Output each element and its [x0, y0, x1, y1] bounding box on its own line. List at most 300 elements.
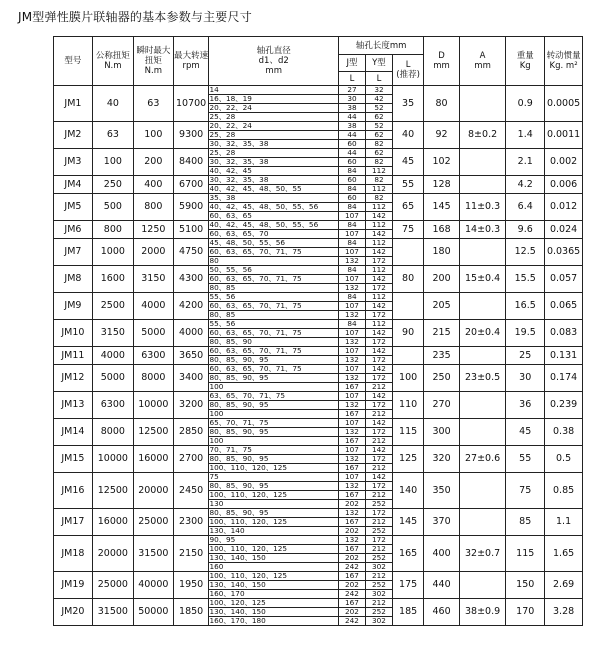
- max-torque-cell: 31500: [133, 536, 173, 572]
- max-torque-cell: 200: [133, 149, 173, 176]
- table-row: [54, 221, 583, 239]
- d-cell: 80: [424, 86, 460, 122]
- bore-cell-entry: 130: [209, 499, 338, 508]
- j-length-cell-entry: 132: [339, 481, 365, 490]
- speed-cell: 2150: [173, 536, 209, 572]
- j-length-cell-entry: 132: [339, 355, 365, 364]
- speed-cell: 8400: [173, 149, 209, 176]
- header-j-type: J型: [338, 55, 365, 72]
- weight-cell: 6.4: [506, 194, 545, 221]
- bore-cell-entry: 20、22、24: [209, 122, 252, 130]
- inertia-cell: 0.5: [545, 446, 583, 473]
- max-torque-cell: 3150: [133, 266, 173, 293]
- weight-cell: 9.6: [506, 221, 545, 239]
- y-length-cell: [365, 122, 392, 149]
- weight-cell: 115: [506, 536, 545, 572]
- bore-cell-entry: 130、140、150: [209, 580, 338, 589]
- y-length-cell-entry: 112: [371, 266, 386, 274]
- bore-cell-entry: 80、85、90、95: [209, 454, 338, 463]
- torque-cell: 250: [92, 176, 133, 194]
- j-length-cell-entry: 60: [347, 176, 357, 184]
- a-cell: 15±0.4: [459, 266, 505, 293]
- y-length-cell-entry: 212: [366, 544, 392, 553]
- bore-cell-entry: 130、140: [209, 526, 338, 535]
- j-length-cell-entry: 107: [345, 365, 359, 373]
- j-length-cell-entry: 132: [339, 427, 365, 436]
- d-cell: 180: [424, 239, 460, 266]
- table-row: [54, 266, 583, 293]
- d-cell: 200: [424, 266, 460, 293]
- y-length-cell-entry: 212: [366, 463, 392, 472]
- j-length-cell-entry: 84: [347, 239, 357, 247]
- inertia-cell: 0.057: [545, 266, 583, 293]
- j-length-cell-entry: 167: [339, 409, 365, 418]
- bore-cell-entry: 80、85、90、95: [209, 509, 269, 517]
- a-cell: [459, 86, 505, 122]
- y-length-cell-entry: 172: [366, 454, 392, 463]
- torque-cell: 5000: [92, 365, 133, 392]
- a-cell: 14±0.3: [459, 221, 505, 239]
- bore-cell: [209, 176, 339, 194]
- bore-cell: [209, 536, 339, 572]
- j-length-cell-entry: 242: [339, 589, 365, 598]
- y-length-cell-entry: 142: [366, 211, 392, 220]
- max-torque-cell: 5000: [133, 320, 173, 347]
- j-length-cell-entry: 107: [339, 328, 365, 337]
- speed-cell: 2450: [173, 473, 209, 509]
- bore-cell-entry: 80、85、90、95: [209, 400, 338, 409]
- speed-cell: 4000: [173, 320, 209, 347]
- y-length-cell-entry: 142: [371, 365, 386, 373]
- j-length-cell-entry: 132: [345, 509, 359, 517]
- torque-cell: 63: [92, 122, 133, 149]
- y-length-cell-entry: 112: [366, 184, 392, 193]
- inertia-cell: 0.0005: [545, 86, 583, 122]
- bore-cell-entry: 100: [209, 436, 338, 445]
- j-length-cell-entry: 107: [345, 473, 359, 481]
- bore-cell: [209, 149, 339, 176]
- a-cell: [459, 392, 505, 419]
- model-cell: JM12: [54, 365, 93, 392]
- bore-cell: [209, 473, 339, 509]
- header-max-torque: 瞬时最大扭矩 N.m: [133, 37, 173, 86]
- model-cell: JM6: [54, 221, 93, 239]
- j-length-cell-entry: 107: [339, 274, 365, 283]
- d-cell: 270: [424, 392, 460, 419]
- y-length-cell: [365, 266, 392, 293]
- model-cell: JM10: [54, 320, 93, 347]
- speed-cell: 2850: [173, 419, 209, 446]
- d-cell: 440: [424, 572, 460, 599]
- j-length-cell-entry: 202: [339, 607, 365, 616]
- inertia-cell: 0.012: [545, 194, 583, 221]
- speed-cell: 1950: [173, 572, 209, 599]
- j-length-cell-entry: 167: [339, 517, 365, 526]
- j-length-cell-entry: 132: [339, 400, 365, 409]
- inertia-cell: 0.065: [545, 293, 583, 320]
- max-torque-cell: 63: [133, 86, 173, 122]
- table-row: [54, 320, 583, 347]
- weight-cell: 170: [506, 599, 545, 626]
- y-length-cell-entry: 302: [366, 562, 392, 571]
- l-recommended-cell: [392, 239, 423, 266]
- bore-cell: [209, 419, 339, 446]
- weight-cell: 15.5: [506, 266, 545, 293]
- torque-cell: 6300: [92, 392, 133, 419]
- table-row: [54, 509, 583, 536]
- j-length-cell-entry: 202: [339, 580, 365, 589]
- j-length-cell-entry: 132: [339, 310, 365, 319]
- j-length-cell-entry: 107: [345, 392, 359, 400]
- j-length-cell: [338, 194, 365, 221]
- j-length-cell: [338, 149, 365, 176]
- l-recommended-cell: [392, 293, 423, 320]
- bore-cell: [209, 239, 339, 266]
- bore-cell-entry: 160、170、180: [209, 616, 338, 625]
- max-torque-cell: 4000: [133, 293, 173, 320]
- y-length-cell: [365, 347, 392, 365]
- j-length-cell: [338, 536, 365, 572]
- weight-cell: 30: [506, 365, 545, 392]
- bore-cell: [209, 266, 339, 293]
- speed-cell: 3650: [173, 347, 209, 365]
- max-torque-cell: 6300: [133, 347, 173, 365]
- bore-cell-entry: 25、28: [209, 112, 338, 121]
- a-cell: 11±0.3: [459, 194, 505, 221]
- weight-cell: 16.5: [506, 293, 545, 320]
- y-length-cell-entry: 172: [366, 337, 392, 346]
- y-length-cell-entry: 62: [366, 112, 392, 121]
- page-title: JM型弹性膜片联轴器的基本参数与主要尺寸: [18, 10, 252, 24]
- j-length-cell-entry: 132: [339, 454, 365, 463]
- y-length-cell-entry: 142: [371, 419, 386, 427]
- bore-cell-entry: 75: [209, 473, 219, 481]
- j-length-cell-entry: 44: [339, 112, 365, 121]
- j-length-cell-entry: 167: [345, 599, 359, 607]
- torque-cell: 1000: [92, 239, 133, 266]
- d-cell: 300: [424, 419, 460, 446]
- bore-cell: [209, 446, 339, 473]
- weight-cell: 36: [506, 392, 545, 419]
- table-row: [54, 446, 583, 473]
- speed-cell: 5100: [173, 221, 209, 239]
- model-cell: JM8: [54, 266, 93, 293]
- header-torque: 公称扭矩 N.m: [92, 37, 133, 86]
- d-cell: 460: [424, 599, 460, 626]
- l-recommended-cell: 40: [392, 122, 423, 149]
- table-row: [54, 176, 583, 194]
- max-torque-cell: 16000: [133, 446, 173, 473]
- inertia-cell: 0.083: [545, 320, 583, 347]
- d-cell: 92: [424, 122, 460, 149]
- y-length-cell: [365, 176, 392, 194]
- a-cell: [459, 473, 505, 509]
- j-length-cell-entry: 132: [339, 337, 365, 346]
- j-length-cell-entry: 60: [339, 157, 365, 166]
- j-length-cell: [338, 176, 365, 194]
- j-length-cell-entry: 107: [339, 247, 365, 256]
- j-length-cell: [338, 320, 365, 347]
- y-length-cell-entry: 172: [366, 400, 392, 409]
- y-length-cell-entry: 82: [366, 139, 392, 148]
- j-length-cell: [338, 293, 365, 320]
- weight-cell: 25: [506, 347, 545, 365]
- j-length-cell: [338, 122, 365, 149]
- weight-cell: 85: [506, 509, 545, 536]
- torque-cell: 16000: [92, 509, 133, 536]
- j-length-cell-entry: 167: [339, 463, 365, 472]
- j-length-cell-entry: 242: [339, 616, 365, 625]
- torque-cell: 10000: [92, 446, 133, 473]
- y-length-cell-entry: 212: [366, 409, 392, 418]
- j-length-cell-entry: 132: [339, 256, 365, 265]
- table-row: [54, 149, 583, 176]
- y-length-cell-entry: 212: [366, 382, 392, 391]
- j-length-cell-entry: 84: [339, 166, 365, 175]
- header-y-l: L: [365, 72, 392, 86]
- table-row: [54, 194, 583, 221]
- bore-cell-entry: 80、85、90、95: [209, 373, 338, 382]
- weight-cell: 19.5: [506, 320, 545, 347]
- weight-cell: 55: [506, 446, 545, 473]
- bore-cell: [209, 572, 339, 599]
- y-length-cell-entry: 142: [371, 392, 386, 400]
- bore-cell-entry: 130、140、150: [209, 607, 338, 616]
- speed-cell: 9300: [173, 122, 209, 149]
- bore-cell-entry: 100: [209, 382, 338, 391]
- y-length-cell-entry: 142: [366, 229, 392, 238]
- j-length-cell-entry: 167: [345, 572, 359, 580]
- inertia-cell: 0.0011: [545, 122, 583, 149]
- max-torque-cell: 40000: [133, 572, 173, 599]
- j-length-cell-entry: 132: [339, 373, 365, 382]
- y-length-cell-entry: 82: [366, 157, 392, 166]
- j-length-cell: [338, 446, 365, 473]
- y-length-cell-entry: 142: [371, 446, 386, 454]
- l-recommended-cell: 75: [392, 221, 423, 239]
- y-length-cell: [365, 194, 392, 221]
- bore-cell: [209, 194, 339, 221]
- inertia-cell: 0.006: [545, 176, 583, 194]
- y-length-cell: [365, 392, 392, 419]
- table-row: [54, 599, 583, 626]
- speed-cell: 6700: [173, 176, 209, 194]
- bore-cell-entry: 30、32、35、38: [209, 157, 338, 166]
- table-row: [54, 419, 583, 446]
- bore-cell-entry: 100、110、120、125: [209, 544, 338, 553]
- y-length-cell-entry: 172: [366, 481, 392, 490]
- max-torque-cell: 100: [133, 122, 173, 149]
- a-cell: [459, 239, 505, 266]
- l-recommended-cell: 165: [392, 536, 423, 572]
- d-cell: 215: [424, 320, 460, 347]
- table-row: [54, 239, 583, 266]
- bore-cell-entry: 55、56: [209, 320, 236, 328]
- model-cell: JM7: [54, 239, 93, 266]
- l-recommended-cell: 110: [392, 392, 423, 419]
- bore-cell: [209, 509, 339, 536]
- y-length-cell-entry: 172: [366, 283, 392, 292]
- speed-cell: 3200: [173, 392, 209, 419]
- bore-cell-entry: 65、70、71、75: [209, 419, 269, 427]
- torque-cell: 31500: [92, 599, 133, 626]
- model-cell: JM19: [54, 572, 93, 599]
- model-cell: JM5: [54, 194, 93, 221]
- inertia-cell: 2.69: [545, 572, 583, 599]
- header-model: 型号: [54, 37, 93, 86]
- bore-cell: [209, 365, 339, 392]
- table-row: [54, 392, 583, 419]
- j-length-cell: [338, 239, 365, 266]
- j-length-cell: [338, 365, 365, 392]
- bore-cell-entry: 30、32、35、38: [209, 139, 338, 148]
- d-cell: 250: [424, 365, 460, 392]
- model-cell: JM14: [54, 419, 93, 446]
- y-length-cell-entry: 142: [371, 473, 386, 481]
- j-length-cell-entry: 167: [339, 490, 365, 499]
- d-cell: 370: [424, 509, 460, 536]
- y-length-cell-entry: 172: [371, 536, 386, 544]
- bore-cell-entry: 30、32、35、38: [209, 176, 269, 184]
- y-length-cell-entry: 252: [366, 580, 392, 589]
- model-cell: JM1: [54, 86, 93, 122]
- bore-cell-entry: 14: [209, 86, 219, 94]
- y-length-cell: [365, 509, 392, 536]
- bore-cell-entry: 100、110、120、125: [209, 572, 288, 580]
- d-cell: 400: [424, 536, 460, 572]
- a-cell: 8±0.2: [459, 122, 505, 149]
- j-length-cell-entry: 27: [347, 86, 357, 94]
- d-cell: 350: [424, 473, 460, 509]
- d-cell: 205: [424, 293, 460, 320]
- inertia-cell: 0.002: [545, 149, 583, 176]
- weight-cell: 1.4: [506, 122, 545, 149]
- speed-cell: 10700: [173, 86, 209, 122]
- bore-cell-entry: 55、56: [209, 293, 236, 301]
- bore-cell-entry: 90、95: [209, 536, 236, 544]
- d-cell: 235: [424, 347, 460, 365]
- header-j-l: L: [338, 72, 365, 86]
- torque-cell: 40: [92, 86, 133, 122]
- l-recommended-cell: 35: [392, 86, 423, 122]
- a-cell: 20±0.4: [459, 320, 505, 347]
- max-torque-cell: 400: [133, 176, 173, 194]
- a-cell: [459, 293, 505, 320]
- y-length-cell-entry: 142: [366, 301, 392, 310]
- speed-cell: 4300: [173, 266, 209, 293]
- l-recommended-cell: 115: [392, 419, 423, 446]
- l-recommended-cell: [392, 347, 423, 365]
- y-length-cell: [365, 473, 392, 509]
- y-length-cell-entry: 172: [366, 256, 392, 265]
- d-cell: 102: [424, 149, 460, 176]
- bore-cell-entry: 40、42、45、48、50、55、56: [209, 221, 319, 229]
- bore-cell-entry: 80、85: [209, 283, 338, 292]
- bore-cell-entry: 100、110、120、125: [209, 490, 338, 499]
- weight-cell: 4.2: [506, 176, 545, 194]
- l-recommended-cell: 80: [392, 266, 423, 293]
- y-length-cell: [365, 320, 392, 347]
- torque-cell: 12500: [92, 473, 133, 509]
- a-cell: 23±0.5: [459, 365, 505, 392]
- l-recommended-cell: 140: [392, 473, 423, 509]
- bore-cell-entry: 16、18、19: [209, 94, 338, 103]
- bore-cell-entry: 70、71、75: [209, 446, 252, 454]
- y-length-cell-entry: 32: [374, 86, 384, 94]
- y-length-cell-entry: 252: [366, 526, 392, 535]
- y-length-cell-entry: 142: [366, 274, 392, 283]
- bore-cell-entry: 20、22、24: [209, 103, 338, 112]
- y-length-cell-entry: 142: [366, 247, 392, 256]
- l-recommended-cell: 90: [392, 320, 423, 347]
- l-recommended-cell: 145: [392, 509, 423, 536]
- table-row: [54, 347, 583, 365]
- bore-cell-entry: 45、48、50、55、56: [209, 239, 286, 247]
- d-cell: 320: [424, 446, 460, 473]
- inertia-cell: 0.131: [545, 347, 583, 365]
- j-length-cell: [338, 473, 365, 509]
- bore-cell: [209, 221, 339, 239]
- a-cell: [459, 149, 505, 176]
- max-torque-cell: 1250: [133, 221, 173, 239]
- table-row: [54, 122, 583, 149]
- table-row: [54, 293, 583, 320]
- y-length-cell-entry: 212: [366, 517, 392, 526]
- model-cell: JM16: [54, 473, 93, 509]
- max-torque-cell: 12500: [133, 419, 173, 446]
- j-length-cell-entry: 60: [347, 194, 357, 202]
- speed-cell: 5900: [173, 194, 209, 221]
- a-cell: [459, 572, 505, 599]
- torque-cell: 20000: [92, 536, 133, 572]
- torque-cell: 8000: [92, 419, 133, 446]
- y-length-cell: [365, 599, 392, 626]
- bore-cell-entry: 60、63、65、70: [209, 229, 338, 238]
- y-length-cell-entry: 252: [366, 607, 392, 616]
- bore-cell-entry: 80、85、90、95: [209, 427, 338, 436]
- model-cell: JM17: [54, 509, 93, 536]
- model-cell: JM4: [54, 176, 93, 194]
- header-length: 轴孔长度mm: [338, 37, 423, 55]
- a-cell: [459, 176, 505, 194]
- speed-cell: 4750: [173, 239, 209, 266]
- inertia-cell: 0.174: [545, 365, 583, 392]
- weight-cell: 2.1: [506, 149, 545, 176]
- bore-cell-entry: 25、28: [209, 149, 236, 157]
- bore-cell: [209, 293, 339, 320]
- y-length-cell: [365, 221, 392, 239]
- torque-cell: 100: [92, 149, 133, 176]
- max-torque-cell: 20000: [133, 473, 173, 509]
- j-length-cell-entry: 107: [345, 347, 359, 355]
- j-length-cell: [338, 221, 365, 239]
- weight-cell: 45: [506, 419, 545, 446]
- bore-cell-entry: 60、63、65、70、71、75: [209, 347, 302, 355]
- bore-cell-entry: 40、42、45、48、50、55、56: [209, 202, 338, 211]
- header-bore: 轴孔直径 d1、d2 mm: [209, 37, 339, 86]
- torque-cell: 4000: [92, 347, 133, 365]
- table-row: [54, 536, 583, 572]
- weight-cell: 75: [506, 473, 545, 509]
- inertia-cell: 3.28: [545, 599, 583, 626]
- bore-cell-entry: 60、63、65、70、71、75: [209, 247, 338, 256]
- y-length-cell-entry: 82: [374, 176, 384, 184]
- bore-cell-entry: 60、63、65、70、71、75: [209, 274, 338, 283]
- d-cell: 145: [424, 194, 460, 221]
- model-cell: JM13: [54, 392, 93, 419]
- y-length-cell-entry: 212: [366, 490, 392, 499]
- y-length-cell-entry: 112: [371, 293, 386, 301]
